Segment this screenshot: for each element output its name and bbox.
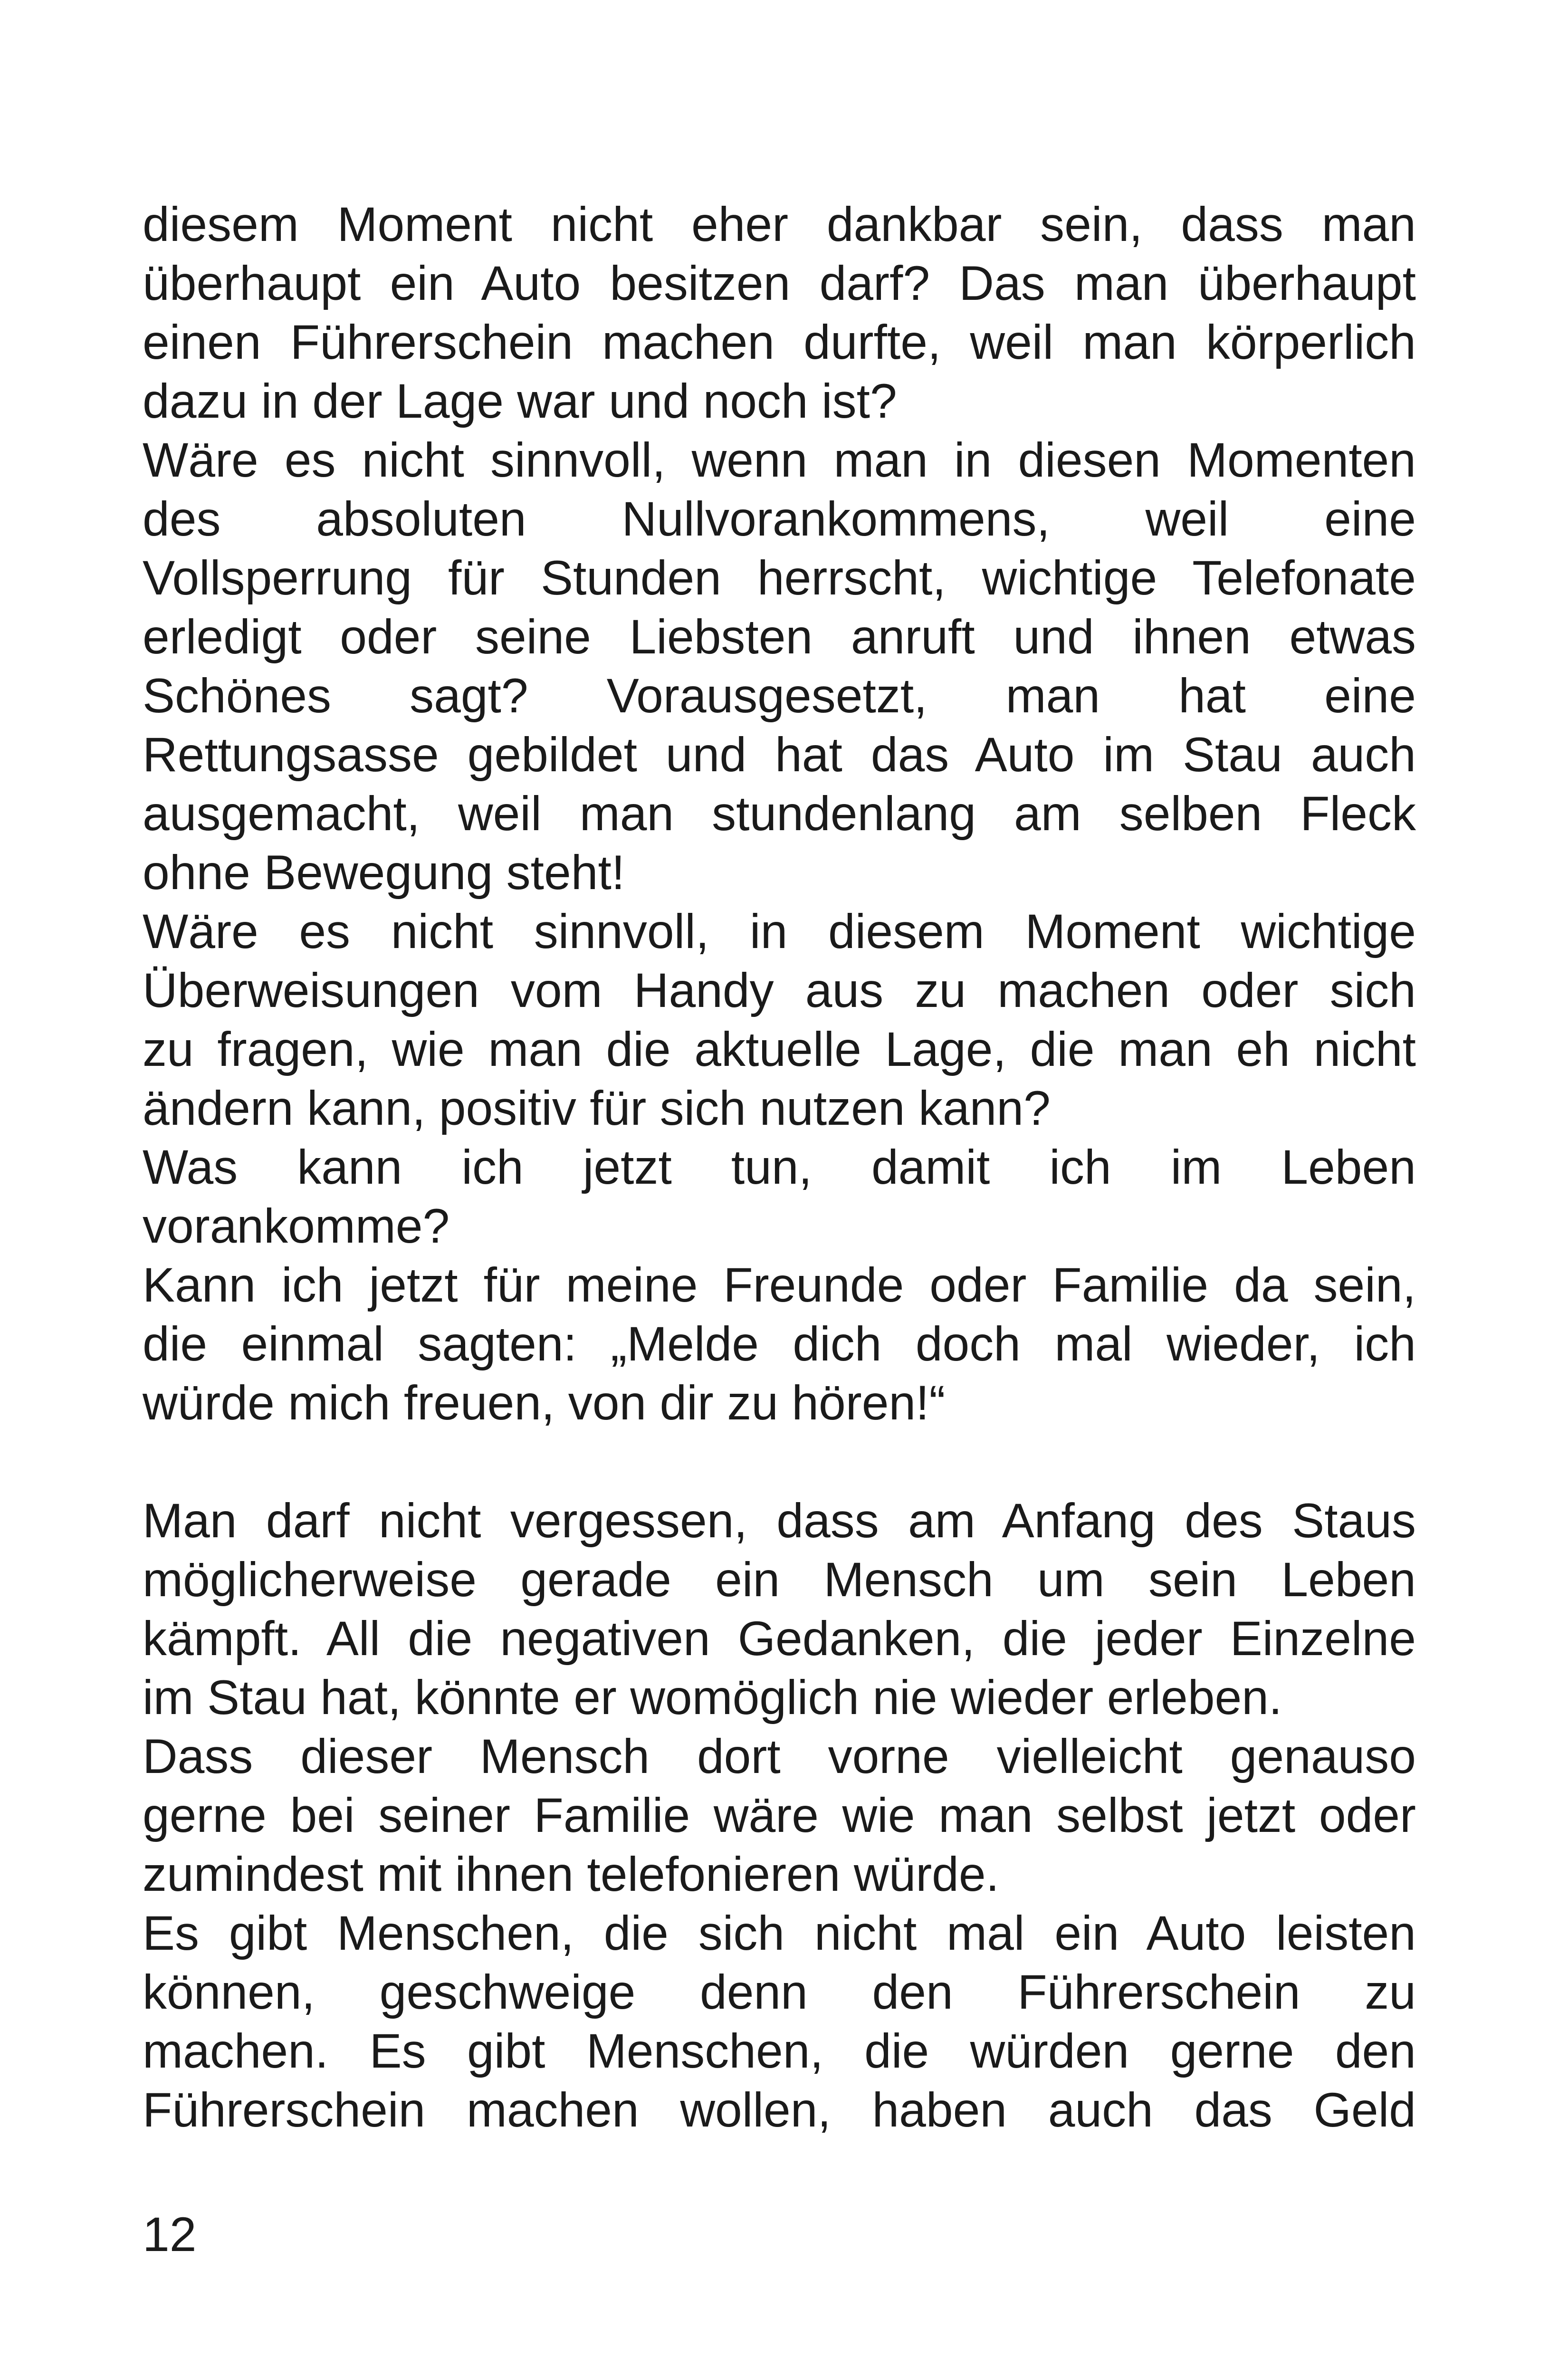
text-line: Führerschein machen wollen, haben auch das Geld [143,2083,1416,2137]
page-body [143,195,1416,2139]
text-line: Man darf nicht vergessen, dass am Anfang des Staus [143,1494,1416,1548]
text-line: Es gibt Menschen, die sich nicht mal ein Auto leisten [143,1906,1416,1960]
page-number: 12 [143,2207,197,2261]
text-line: im Stau hat, könnte er womöglich nie wieder erleben. [143,1670,1282,1725]
text-line: diesem Moment nicht eher dankbar sein, dass man [143,197,1416,251]
text-line: Dass dieser Mensch dort vorne vielleicht genauso [143,1729,1416,1783]
text-line: Rettungsasse gebildet und hat das Auto im Stau auch [143,728,1416,782]
text-line: möglicherweise gerade ein Mensch um sein Leben [143,1552,1416,1607]
text-line: ändern kann, positiv für sich nutzen kann? [143,1081,1051,1135]
paragraph-gap [143,1432,1416,1491]
text-line: des absoluten Nullvorankommens, weil eine [143,492,1416,546]
text-line: erledigt oder seine Liebsten anruft und ihnen etwas [143,610,1416,664]
text-line: überhaupt ein Auto besitzen darf? Das man überhaupt [143,256,1416,310]
text-line: Was kann ich jetzt tun, damit ich im Leben [143,1140,1416,1194]
text-line: Wäre es nicht sinnvoll, in diesem Moment wichtige [143,904,1416,958]
text-line: gerne bei seiner Familie wäre wie man selbst jetzt oder [143,1788,1416,1842]
text-line: machen. Es gibt Menschen, die würden gerne den [143,2024,1416,2078]
text-line: zumindest mit ihnen telefonieren würde. [143,1847,999,1901]
text-line: Schönes sagt? Vorausgesetzt, man hat eine [143,669,1416,723]
text-line: ausgemacht, weil man stundenlang am selben Fleck [143,786,1416,841]
text-line: würde mich freuen, von dir zu hören!“ [143,1376,946,1430]
text-line: Vollsperrung für Stunden herrscht, wichtige Telefonate [143,551,1416,605]
text-line: Überweisungen vom Handy aus zu machen oder sich [143,963,1416,1017]
text-line: ohne Bewegung steht! [143,845,625,900]
text-line: kämpft. All die negativen Gedanken, die jeder Einzelne [143,1611,1416,1666]
text-line: dazu in der Lage war und noch ist? [143,374,897,428]
text-line: einen Führerschein machen durfte, weil man körperlich [143,315,1416,369]
text-line: die einmal sagten: „Melde dich doch mal wieder, ich [143,1317,1416,1371]
text-line: vorankomme? [143,1199,450,1253]
text-line: Wäre es nicht sinnvoll, wenn man in diesen Momenten [143,433,1416,487]
text-line: Kann ich jetzt für meine Freunde oder Familie da sein, [143,1258,1416,1312]
text-line: können, geschweige denn den Führerschein zu [143,1965,1416,2019]
text-line: zu fragen, wie man die aktuelle Lage, die man eh nicht [143,1022,1416,1076]
